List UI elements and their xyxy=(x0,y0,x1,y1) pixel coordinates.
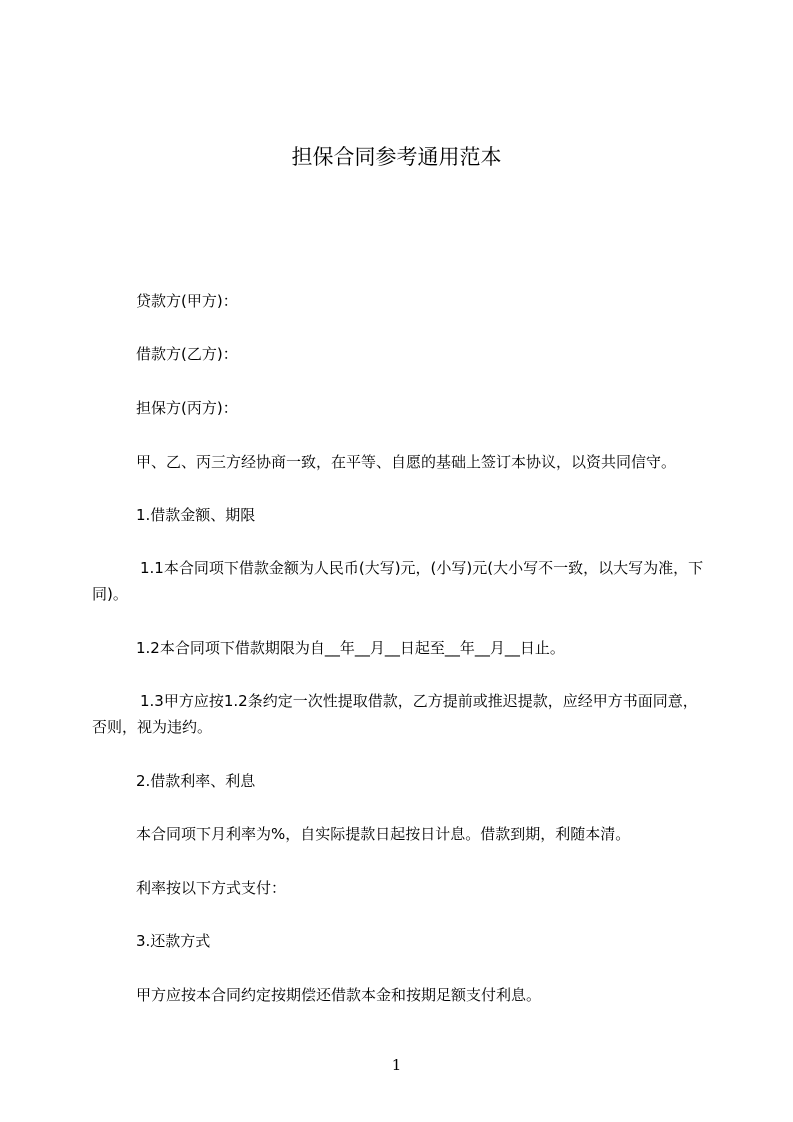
section-heading-repayment: 3.还款方式 xyxy=(136,932,211,950)
agreement-intro-paragraph: 甲、乙、丙三方经协商一致，在平等、自愿的基础上签订本协议，以资共同信守。 xyxy=(136,453,677,471)
page-number: 1 xyxy=(391,1056,402,1074)
guarantor-party-line: 担保方(丙方)： xyxy=(136,399,238,417)
clause-1-3-paragraph: 1.3甲方应按1.2条约定一次性提取借款，乙方提前或推迟提款，应经甲方书面同意，否则，视为违约。 xyxy=(92,692,698,736)
section-heading-interest: 2.借款利率、利息 xyxy=(136,772,256,790)
interest-payment-method-line: 利率按以下方式支付： xyxy=(136,879,287,897)
clause-1-2-paragraph: 1.2本合同项下借款期限为自__年__月__日起至__年__月__日止。 xyxy=(136,639,565,657)
clause-1-1-paragraph: 1.1本合同项下借款金额为人民币(大写)元，(小写)元(大小写不一致，以大写为准，下同)。 xyxy=(92,559,704,603)
borrower-party-line: 借款方(乙方)： xyxy=(136,345,238,363)
lender-party-line: 贷款方(甲方)： xyxy=(136,292,238,310)
section-heading-loan-amount-term: 1.借款金额、期限 xyxy=(136,506,256,524)
interest-rate-paragraph: 本合同项下月利率为%，自实际提款日起按日计息。借款到期，利随本清。 xyxy=(136,825,631,843)
document-title: 担保合同参考通用范本 xyxy=(291,145,502,169)
repayment-paragraph: 甲方应按本合同约定按期偿还借款本金和按期足额支付利息。 xyxy=(136,986,542,1004)
